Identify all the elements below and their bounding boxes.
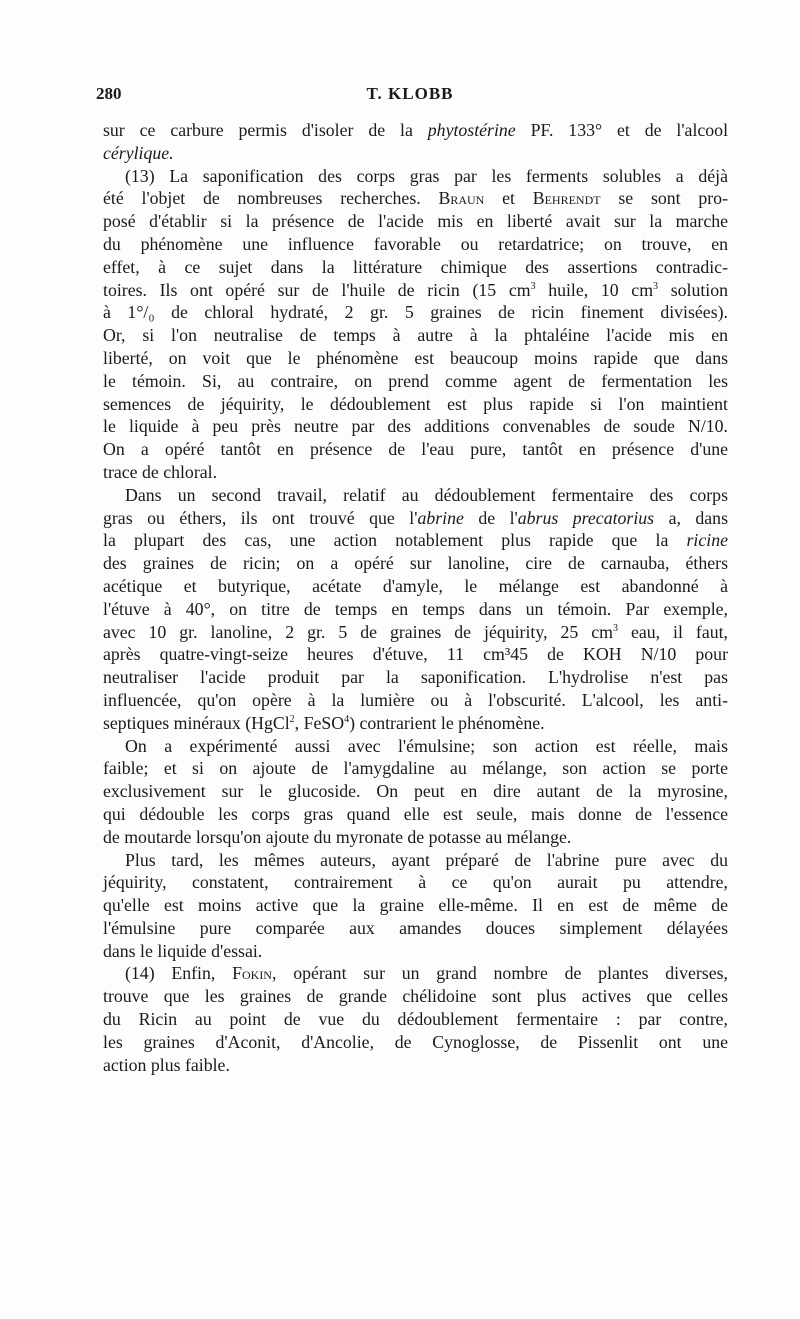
text-line: action plus faible. [103,1054,230,1075]
text-line: du phénomène une influence favorable ou retardatrice; on trouve, en [103,233,728,254]
text-run: se sont pro- [600,188,728,209]
text-line [103,279,728,302]
text-line [103,187,728,210]
text-line: après quatre-vingt-seize heures d'étuve, 11 cm³45 de KOH N/10 pour [103,644,728,665]
text-line: On a expérimenté aussi avec l'émulsine; son action est réelle, mais [125,735,728,756]
text-run: a, dans [654,507,728,528]
running-head [96,84,724,106]
text-line: influencée, qu'on opère à la lumière ou à l'obscurité. L'alcool, les anti- [103,689,728,710]
text-run: avec 10 gr. lanoline, 2 gr. 5 de graines de jéquirity, 25 cm [103,621,613,642]
text-run: (14) Enfin, [125,963,233,984]
text-run: eau, il faut, [618,621,728,642]
running-title: T. KLOBB [366,84,454,103]
text-run: et [484,188,533,209]
author-name: Fokin [232,963,272,984]
italic-term: abrus precatorius [517,507,655,528]
author-name: Braun [438,188,485,209]
text-run: été l'objet de nombreuses recherches. [103,188,439,209]
text-line: l'étuve à 40°, on titre de temps en temps dans un témoin. Par exemple, [103,598,728,619]
italic-term: cérylique. [103,142,174,163]
text-run: toires. Ils ont opéré sur de l'huile de ricin (15 cm [103,279,531,300]
text-run: la plupart des cas, une action notablement plus rapide que la [103,530,687,551]
text-line: faible; et si on ajoute de l'amygdaline au mélange, son action se porte [103,758,728,779]
text-line: posé d'établir si la présence de l'acide mis en liberté avait sur la marche [103,211,728,232]
superscript: 3 [653,280,659,292]
superscript: 2 [289,713,295,725]
text-line: des graines de ricin; on a opéré sur lanoline, cire de carnauba, éthers [103,553,728,574]
text-line: On a opéré tantôt en présence de l'eau pure, tantôt en présence d'une [103,439,728,460]
text-line [103,507,728,530]
text-line: le témoin. Si, au contraire, on prend comme agent de fermentation les [103,370,728,391]
italic-term: abrine [417,507,464,528]
text-line [103,142,728,165]
text-line: trouve que les graines de grande chélidoine sont plus actives que celles [103,986,728,1007]
text-run: de l' [463,507,518,528]
text-run: ) contrarient le phénomène. [349,712,545,733]
text-line: acétique et butyrique, acétate d'amyle, le mélange est abandonné à [103,575,728,596]
italic-term: ricine [686,530,728,551]
superscript: 3 [613,622,618,634]
superscript: 3 [530,280,536,292]
text-line [103,529,728,552]
text-line: qu'elle est moins active que la graine elle-même. Il en est de même de [103,895,728,916]
text-line: semences de jéquirity, le dédoublement est plus rapide si l'on maintient [103,393,728,414]
text-line: effet, à ce sujet dans la littérature chimique des assertions contradic- [103,256,728,277]
italic-term: phytostérine [427,120,516,140]
text-run: gras ou éthers, ils ont trouvé que l' [103,507,418,528]
text-line: exclusivement sur le glucoside. On peut en dire autant de la myrosine, [103,781,728,802]
text-line: le liquide à peu près neutre par des additions convenables de soude N/10. [103,416,728,437]
text-line: du Ricin au point de vue du dédoublement fermentaire : par contre, [103,1009,728,1030]
text-run: sur ce carbure permis d'isoler de la [103,120,428,140]
text-run: huile, 10 cm [535,279,654,300]
text-line: trace de chloral. [103,461,218,482]
text-line: Plus tard, les mêmes auteurs, ayant préparé de l'abrine pure avec du [125,849,728,870]
text-run: , FeSO [294,712,345,733]
body-text [103,119,728,1076]
text-line: jéquirity, constatent, contrairement à ce qu'on aurait pu attendre, [103,872,728,893]
text-line [103,962,728,985]
text-line: neutraliser l'acide produit par la saponification. L'hydrolise n'est pas [103,667,728,688]
text-line [103,621,728,644]
text-line: l'émulsine pure comparée aux amandes douces simplement délayées [103,917,728,938]
text-run: PF. 133° et de l'alcool [515,120,729,140]
text-line: de moutarde lorsqu'on ajoute du myronate de potasse au mélange. [103,826,572,847]
text-line: dans le liquide d'essai. [103,940,263,961]
text-line: qui dédouble les corps gras quand elle est seule, mais donne de l'essence [103,803,728,824]
author-name: Behrendt [532,188,601,209]
text-line: à 1°/₀ de chloral hydraté, 2 gr. 5 graines de ricin finement divisées). [103,302,728,323]
page-number: 280 [96,84,122,103]
text-line [103,712,728,735]
text-line: Dans un second travail, relatif au dédoublement fermentaire des corps [125,484,728,505]
superscript: 4 [344,713,350,725]
text-line: (13) La saponification des corps gras par les ferments solubles a déjà [125,165,728,186]
text-line [103,119,728,142]
text-line: les graines d'Aconit, d'Ancolie, de Cynoglosse, de Pissenlit ont une [103,1031,728,1052]
text-run: , opérant sur un grand nombre de plantes diverses, [271,963,728,984]
text-run: solution [658,279,728,300]
text-line: Or, si l'on neutralise de temps à autre à la phtaléine l'acide mis en [103,325,728,346]
text-run: septiques minéraux (HgCl [103,712,290,733]
text-line: liberté, on voit que le phénomène est beaucoup moins rapide que dans [103,347,728,368]
